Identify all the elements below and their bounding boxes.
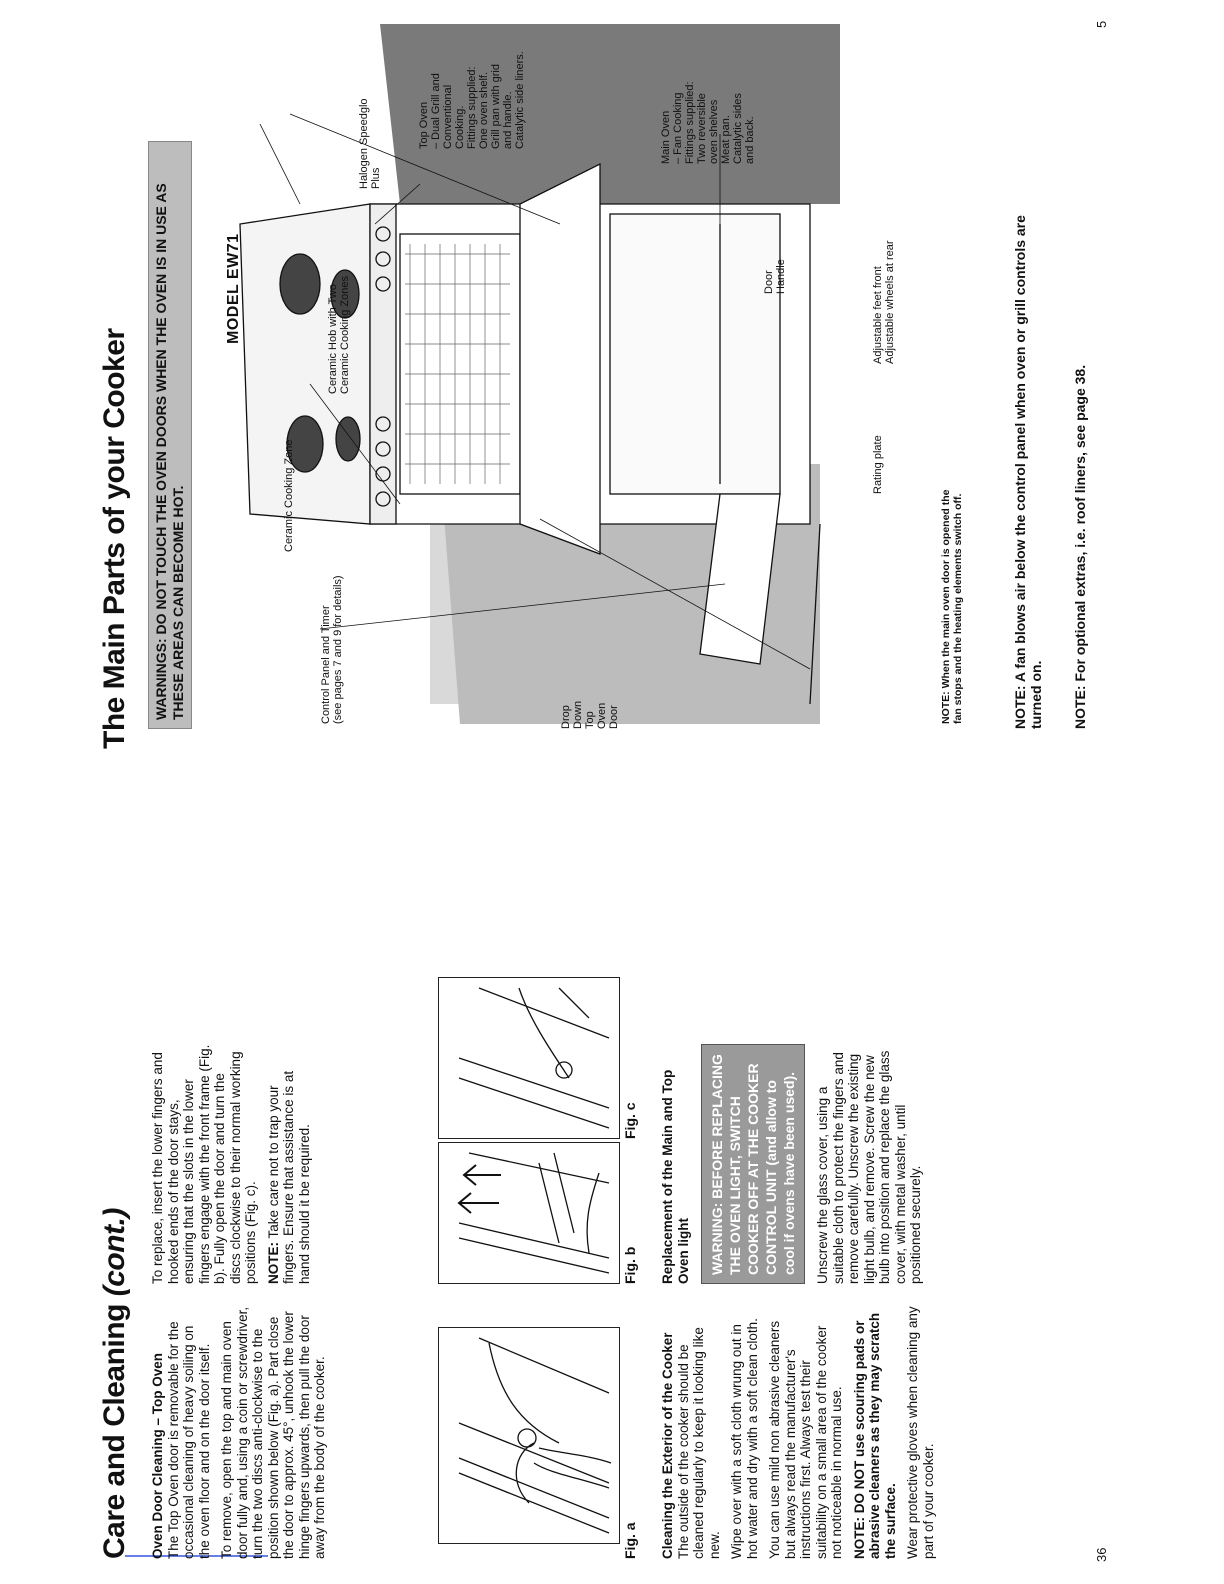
oven-light-warning: WARNING: BEFORE REPLACING THE OVEN LIGHT, SWITCH COOKER OFF AT THE COOKER CONTROL UNIT (and allow to cool if ovens have been used). bbox=[701, 1044, 805, 1284]
figure-b bbox=[438, 1142, 620, 1284]
page-title-left: Care and Cleaning (cont.) bbox=[98, 1208, 131, 1559]
door-cleaning-p1: The Top Oven door is removable for the occasional cleaning of heavy soiling on the oven floor and on the door itself. bbox=[165, 1321, 212, 1559]
label-feet-wheels: Adjustable feet front Adjustable wheels at rear bbox=[872, 240, 896, 364]
exterior-p2: Wipe over with a soft cloth wrung out in hot water and dry with a soft clean cloth. bbox=[729, 1318, 760, 1559]
figure-c-label: Fig. c bbox=[622, 1102, 638, 1139]
door-cleaning-p2: To remove, open the top and main oven door fully and, using a coin or screwdriver, turn the two discs anti-clockwise to the position shown below (Fig. a). Part close the door to approx. 45°, unhook the lower hinge fingers upwards, then pull the door away from the body of the cooker. bbox=[219, 1306, 327, 1559]
model-label: MODEL EW71 bbox=[225, 233, 242, 344]
exterior-p4: Wear protective gloves when cleaning any part of your cooker. bbox=[905, 1306, 936, 1559]
exterior-note: NOTE: DO NOT use scouring pads or abrasive cleaners as they may scratch the surface. bbox=[851, 1312, 898, 1559]
label-control-panel: Control Panel and Timer (see pages 7 and 9 for details) bbox=[320, 575, 344, 724]
note-optional-extras: NOTE: For optional extras, i.e. roof liners, see page 38. bbox=[1072, 364, 1088, 729]
door-note: NOTE: Take care not to trap your fingers. Ensure that assistance is at hand should it be required. bbox=[265, 1070, 312, 1284]
exterior-p1: The outside of the cooker should be cleaned regularly to keep it looking like new. bbox=[675, 1327, 722, 1559]
figure-a-drawing bbox=[439, 1328, 619, 1543]
page-number-left: 36 bbox=[1094, 1547, 1109, 1562]
label-top-oven: Top Oven – Dual Grill and Conventional Cooking. Fittings supplied: One oven shelf. Grill pan with grid and handle. Catalytic side liners. bbox=[418, 51, 526, 149]
oven-light-section bbox=[660, 1044, 931, 1284]
figure-c bbox=[438, 977, 620, 1139]
door-replace-p1: To replace, insert the lower fingers and hooked ends of the door stays, ensuring that the slots in the lower fingers engage with the front frame (Fig. b). Fully open the door and turn the discs clockwise to their normal working positions (Fig. c). bbox=[150, 1044, 258, 1284]
label-ceramic-hob: Ceramic Hob with Two Ceramic Cooking Zones bbox=[327, 276, 351, 394]
label-main-oven: Main Oven – Fan Cooking Fittings supplied: Two reversible oven shelves Meat pan. Catalytic sides and back. bbox=[660, 81, 756, 164]
label-drop-down-door: Drop Down Top Oven Door bbox=[560, 700, 620, 729]
label-door-handle: Door Handle bbox=[763, 259, 787, 294]
figure-c-drawing bbox=[439, 978, 619, 1138]
exterior-p3: You can use mild non abrasive cleaners but always read the manufacturer's instructions first. Always test their suitability on a small area of the cooker not noticeable in normal use. bbox=[767, 1320, 844, 1559]
note-fan-blows: NOTE: A fan blows air below the control panel when oven or grill controls are turned on. bbox=[1012, 215, 1044, 729]
label-rating-plate: Rating plate bbox=[872, 435, 884, 494]
door-cleaning-col2 bbox=[150, 1044, 319, 1284]
figure-b-drawing bbox=[439, 1143, 619, 1283]
oven-light-heading: Replacement of the Main and Top Oven light bbox=[660, 1069, 691, 1284]
label-ceramic-zone: Ceramic Cooking Zone bbox=[283, 439, 295, 552]
figure-a-label: Fig. a bbox=[622, 1522, 638, 1559]
door-cleaning-heading: Oven Door Cleaning – Top Oven bbox=[150, 1352, 165, 1559]
note-fan-stops: NOTE: When the main oven door is opened the fan stops and the heating elements switch off. bbox=[940, 489, 964, 724]
door-cleaning-col1 bbox=[150, 1304, 335, 1559]
page-number-right: 5 bbox=[1094, 20, 1109, 28]
label-halogen: Halogen Speedglo Plus bbox=[358, 98, 382, 189]
oven-doors-warning: WARNINGS: DO NOT TOUCH THE OVEN DOORS WHEN THE OVEN IS IN USE AS THESE AREAS CAN BECOME HOT. bbox=[148, 141, 192, 729]
figure-b-label: Fig. b bbox=[622, 1246, 638, 1284]
exterior-cleaning bbox=[660, 1304, 943, 1559]
exterior-heading: Cleaning the Exterior of the Cooker bbox=[660, 1332, 675, 1559]
figure-a bbox=[438, 1327, 620, 1544]
page-title-right: The Main Parts of your Cooker bbox=[98, 328, 131, 749]
oven-light-p1: Unscrew the glass cover, using a suitable cloth to protect the fingers and remove carefully. Unscrew the existing light bulb, and remove. Screw the new bulb into position and replace the glass cover, with metal washer, until positioned securely. bbox=[815, 1050, 923, 1284]
